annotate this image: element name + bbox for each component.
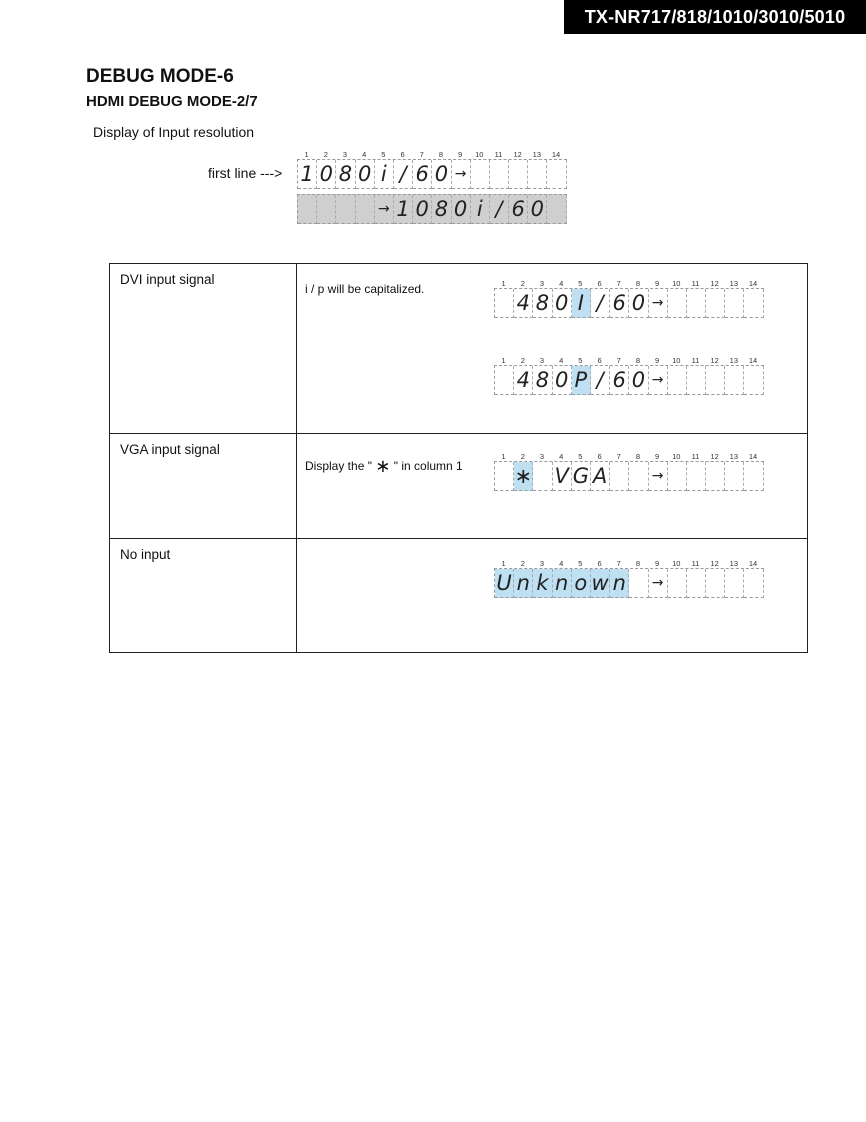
lcd-cell: 1 [394,195,413,224]
intro-text: Display of Input resolution [93,124,255,140]
lcd-cell [336,195,355,224]
lcd-cell [687,366,706,395]
row-label: DVI input signal [120,272,215,287]
lcd-cell: 0 [528,195,547,224]
column-number: 7 [419,150,424,159]
row-label: VGA input signal [120,442,220,457]
lcd-cell: 6 [610,289,629,318]
row-note: i / p will be capitalized. [305,282,425,296]
lcd-cell: 6 [413,160,432,189]
lcd-cell: 0 [553,289,572,318]
lcd-cell [298,195,317,224]
lcd-cell [629,569,648,598]
lcd-cell [495,462,514,491]
column-number: 1 [501,559,506,568]
lcd-cell [509,160,528,189]
lcd-cell: 6 [610,366,629,395]
column-number: 13 [729,559,739,568]
lcd-cell: 1 [298,160,317,189]
column-numbers [494,559,764,568]
column-number: 10 [672,452,681,461]
lcd-cell: → [649,569,668,598]
lcd-cell [706,366,725,395]
lcd-cell: 0 [432,160,451,189]
lcd-cell [668,462,687,491]
lcd-cell [533,462,552,491]
table-row-vga [110,434,807,539]
lcd-cell [490,160,509,189]
lcd-cell: 4 [514,366,533,395]
column-number: 3 [539,559,545,568]
model-header: TX-NR717/818/1010/3010/5010 [564,0,866,34]
column-number: 14 [748,279,758,288]
column-number: 3 [342,150,348,159]
first-line-label: first line ---> [208,165,283,181]
lcd-cell: w [591,569,610,598]
column-number: 6 [597,279,602,288]
lcd-cell: → [649,462,668,491]
column-number: 11 [691,559,700,568]
lcd-cell [547,160,566,189]
column-number: 9 [458,150,463,159]
column-number: 12 [710,279,719,288]
input-signal-table [109,263,808,653]
lcd-cell [687,569,706,598]
column-number: 5 [578,356,583,365]
column-number: 14 [748,452,758,461]
dvi-display-interlaced [494,279,764,318]
lcd-cell [668,569,687,598]
lcd-cell: / [394,160,413,189]
lcd-cell: U [495,569,514,598]
column-number: 3 [539,452,545,461]
lcd-cell: 0 [452,195,471,224]
column-numbers [494,279,764,288]
column-number: 10 [672,559,681,568]
column-number: 9 [655,559,660,568]
demo-display-line-1 [297,150,567,189]
column-number: 10 [672,279,681,288]
column-number: 10 [475,150,484,159]
column-number: 14 [748,559,758,568]
lcd-cell: 0 [317,160,336,189]
column-number: 8 [438,150,443,159]
column-number: 9 [655,452,660,461]
column-number: 1 [304,150,309,159]
column-number: 1 [501,279,506,288]
lcd-cell [706,462,725,491]
lcd-cell [629,462,648,491]
row-label: No input [120,547,171,562]
column-number: 2 [520,559,525,568]
lcd-cell: n [514,569,533,598]
lcd-cell: → [649,366,668,395]
page-subtitle: HDMI DEBUG MODE-2/7 [86,93,258,110]
lcd-cell: I [572,289,591,318]
column-number: 3 [539,279,545,288]
lcd-cell [744,462,763,491]
lcd-cell: i [375,160,394,189]
lcd-cell: i [471,195,490,224]
column-number: 5 [578,452,583,461]
column-number: 12 [710,356,719,365]
lcd-cell: n [553,569,572,598]
column-number: 11 [494,150,503,159]
lcd-cell: ∗ [514,462,533,491]
lcd-cell [668,289,687,318]
lcd-cell [744,569,763,598]
lcd-cell: → [452,160,471,189]
lcd-cell: / [591,289,610,318]
lcd-cell [471,160,490,189]
column-number: 4 [559,279,564,288]
lcd-cell: 8 [533,366,552,395]
column-number: 2 [520,356,525,365]
column-number: 3 [539,356,545,365]
lcd-cell: / [490,195,509,224]
column-number: 6 [597,452,602,461]
note-suffix: " in column 1 [393,459,463,473]
lcd-cell [725,569,744,598]
lcd-cell: 0 [553,366,572,395]
column-number: 5 [381,150,386,159]
column-number: 12 [710,559,719,568]
column-number: 7 [616,559,621,568]
lcd-cell: k [533,569,552,598]
lcd-cell: 0 [629,289,648,318]
no-input-display [494,559,764,598]
column-number: 7 [616,452,621,461]
column-numbers [297,150,567,159]
column-number: 1 [501,356,506,365]
column-number: 2 [520,452,525,461]
column-number: 14 [748,356,758,365]
column-number: 7 [616,356,621,365]
lcd-cell: 8 [432,195,451,224]
lcd-cell: → [649,289,668,318]
column-number: 5 [578,279,583,288]
lcd-cell: 0 [356,160,375,189]
lcd-cell [706,569,725,598]
lcd-cell [528,160,547,189]
lcd-cell [495,289,514,318]
page-title: DEBUG MODE-6 [86,66,234,87]
column-number: 11 [691,279,700,288]
lcd-cell: 8 [336,160,355,189]
lcd-cell [687,462,706,491]
lcd-cell: 0 [629,366,648,395]
lcd-cell: A [591,462,610,491]
lcd-cell: → [375,195,394,224]
column-number: 12 [513,150,522,159]
lcd-cell [317,195,336,224]
column-divider [296,264,297,652]
lcd-cell: 4 [514,289,533,318]
column-number: 5 [578,559,583,568]
lcd-cell [744,366,763,395]
lcd-cell [356,195,375,224]
row-note [305,456,463,477]
column-numbers [494,452,764,461]
column-number: 1 [501,452,506,461]
lcd-cell [725,366,744,395]
column-number: 2 [520,279,525,288]
lcd-cell [687,289,706,318]
column-number: 12 [710,452,719,461]
column-number: 13 [729,279,739,288]
column-numbers [494,356,764,365]
lcd-cell: P [572,366,591,395]
column-number: 13 [729,452,739,461]
column-number: 9 [655,279,660,288]
table-row-dvi [110,264,807,434]
column-number: 6 [597,559,602,568]
lcd-cell: n [610,569,629,598]
column-number: 11 [691,452,700,461]
column-number: 8 [635,279,640,288]
lcd-cell [725,462,744,491]
column-number: 8 [635,559,640,568]
lcd-cell: G [572,462,591,491]
column-number: 10 [672,356,681,365]
vga-display [494,452,764,491]
lcd-cell [706,289,725,318]
lcd-cell [725,289,744,318]
column-number: 14 [551,150,561,159]
lcd-cell [744,289,763,318]
dvi-display-progressive [494,356,764,395]
lcd-cell [495,366,514,395]
column-number: 4 [559,559,564,568]
lcd-cell [547,195,566,224]
column-number: 4 [559,356,564,365]
asterisk-symbol: ∗ [375,456,391,476]
column-number: 11 [691,356,700,365]
lcd-cell: o [572,569,591,598]
column-number: 4 [559,452,564,461]
lcd-cell [668,366,687,395]
lcd-cell: 8 [533,289,552,318]
note-prefix: Display the " [305,459,372,473]
table-row-no-input [110,539,807,652]
lcd-cell: / [591,366,610,395]
column-number: 2 [323,150,328,159]
column-number: 4 [362,150,367,159]
column-number: 9 [655,356,660,365]
column-number: 6 [597,356,602,365]
column-number: 13 [532,150,542,159]
column-number: 13 [729,356,739,365]
column-number: 8 [635,356,640,365]
lcd-cell: 6 [509,195,528,224]
column-number: 6 [400,150,405,159]
lcd-cell: 0 [413,195,432,224]
demo-display-line-2 [297,194,567,224]
lcd-cell: V [553,462,572,491]
lcd-cell [610,462,629,491]
column-number: 7 [616,279,621,288]
column-number: 8 [635,452,640,461]
